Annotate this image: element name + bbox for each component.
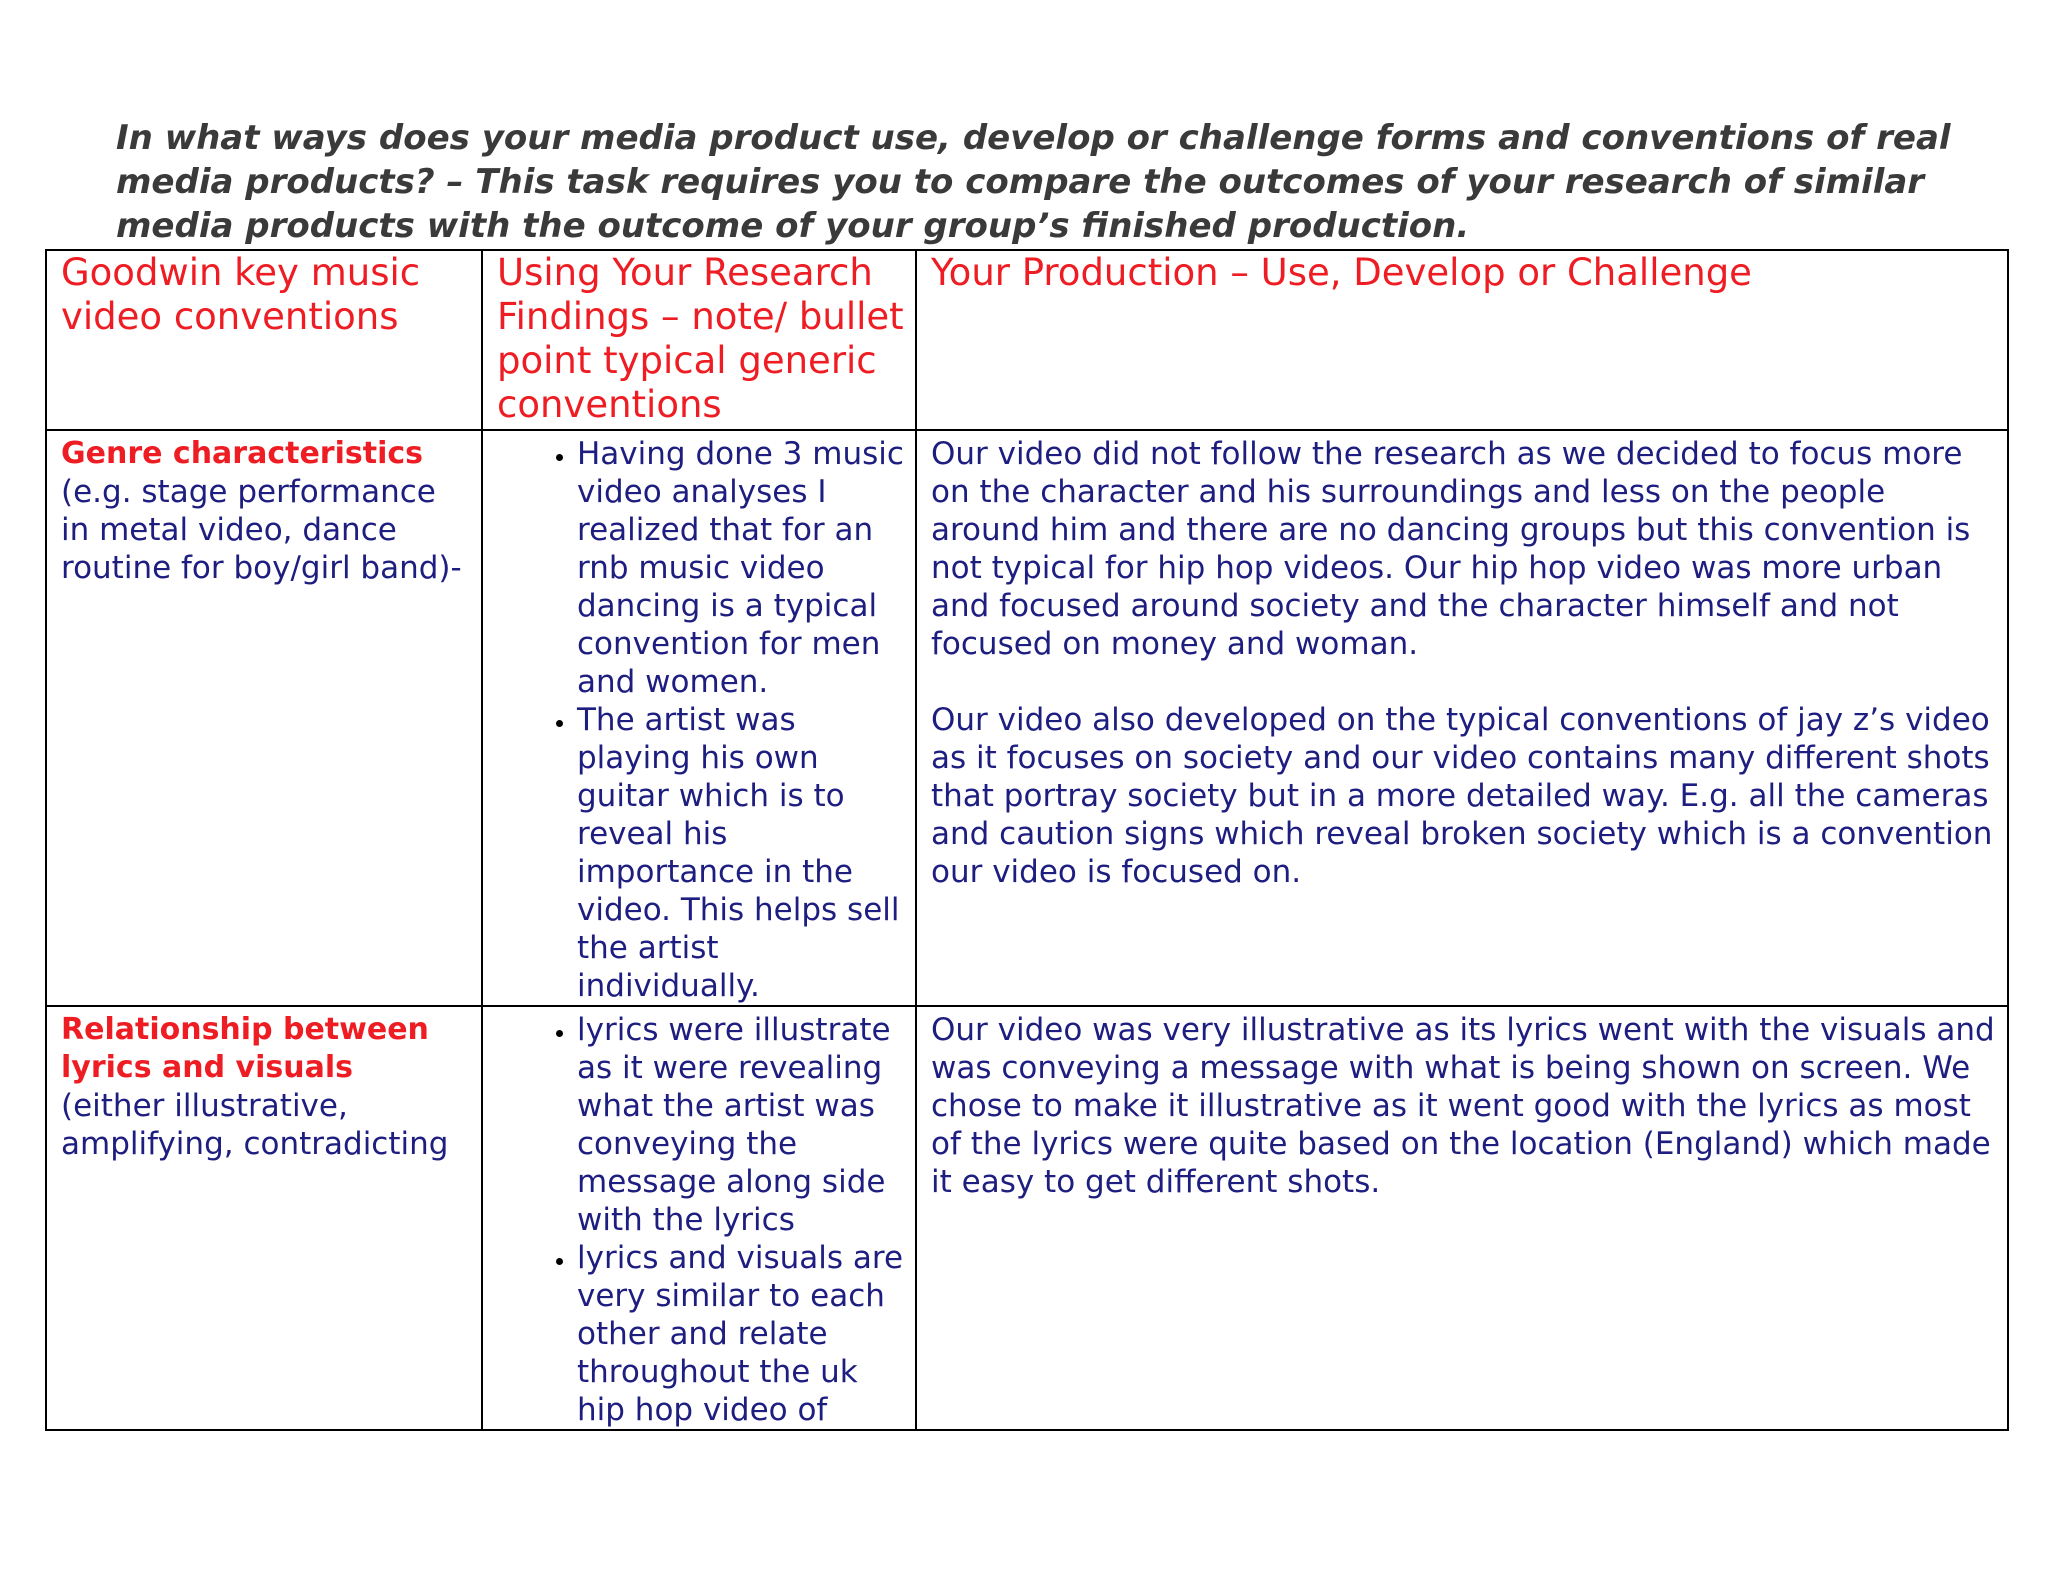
production-paragraph: Our video also developed on the typical conventions of jay z’s video as it focuses on society and our video contains many different shots that portray society but in a more detailed way. E.g. all the cameras and caution signs which reveal broken society which is a convention our video is focused on. xyxy=(931,702,1993,890)
production-cell xyxy=(916,430,2008,1006)
convention-note: (either illustrative, amplifying, contradicting xyxy=(61,1088,449,1162)
research-cell xyxy=(482,430,916,1006)
header-goodwin-conventions: Goodwin key music video conventions xyxy=(46,250,482,430)
convention-note: (e.g. stage performance in metal video, dance routine for boy/girl band)- xyxy=(61,474,462,586)
list-item: • The artist was playing his own guitar which is to reveal his importance in the video. This helps sell the artist individually. xyxy=(577,701,907,1005)
convention-cell xyxy=(46,430,482,1006)
research-cell xyxy=(482,1006,916,1430)
convention-label: Genre characteristics xyxy=(61,436,424,471)
convention-label: Relationship between lyrics and visuals xyxy=(61,1012,429,1085)
header-research-findings: Using Your Research Findings – note/ bullet point typical generic conventions xyxy=(482,250,916,430)
table-header-row xyxy=(46,250,2008,430)
header-your-production: Your Production – Use, Develop or Challenge xyxy=(916,250,2008,430)
list-item: • Having done 3 music video analyses I realized that for an rnb music video dancing is a typical convention for men and women. xyxy=(577,435,907,701)
production-paragraph: Our video did not follow the research as we decided to focus more on the character and his surroundings and less on the people around him and there are no dancing groups but this convention is not typical for hip hop videos. Our hip hop video was more urban and focused around society and the character himself and not focused on money and woman. xyxy=(931,436,1971,662)
research-bullet-list xyxy=(483,1011,907,1429)
list-item: • lyrics and visuals are very similar to each other and relate throughout the uk hip hop video of xyxy=(577,1239,907,1429)
convention-cell xyxy=(46,1006,482,1430)
table-row xyxy=(46,430,2008,1006)
conventions-table xyxy=(45,249,2009,1431)
task-heading: In what ways does your media product use, develop or challenge forms and conventions of real media products? – This task requires you to compare the outcomes of your research of similar media products with the outcome of your group’s finished production. xyxy=(116,118,1951,246)
table-row xyxy=(46,1006,2008,1430)
list-item: • lyrics were illustrate as it were revealing what the artist was conveying the message along side with the lyrics xyxy=(577,1011,907,1239)
production-cell xyxy=(916,1006,2008,1430)
production-paragraph: Our video was very illustrative as its lyrics went with the visuals and was conveying a message with what is being shown on screen. We chose to make it illustrative as it went good with the lyrics as most of the lyrics were quite based on the location (England) which made it easy to get different shots. xyxy=(931,1012,1995,1200)
research-bullet-list xyxy=(483,435,907,1005)
